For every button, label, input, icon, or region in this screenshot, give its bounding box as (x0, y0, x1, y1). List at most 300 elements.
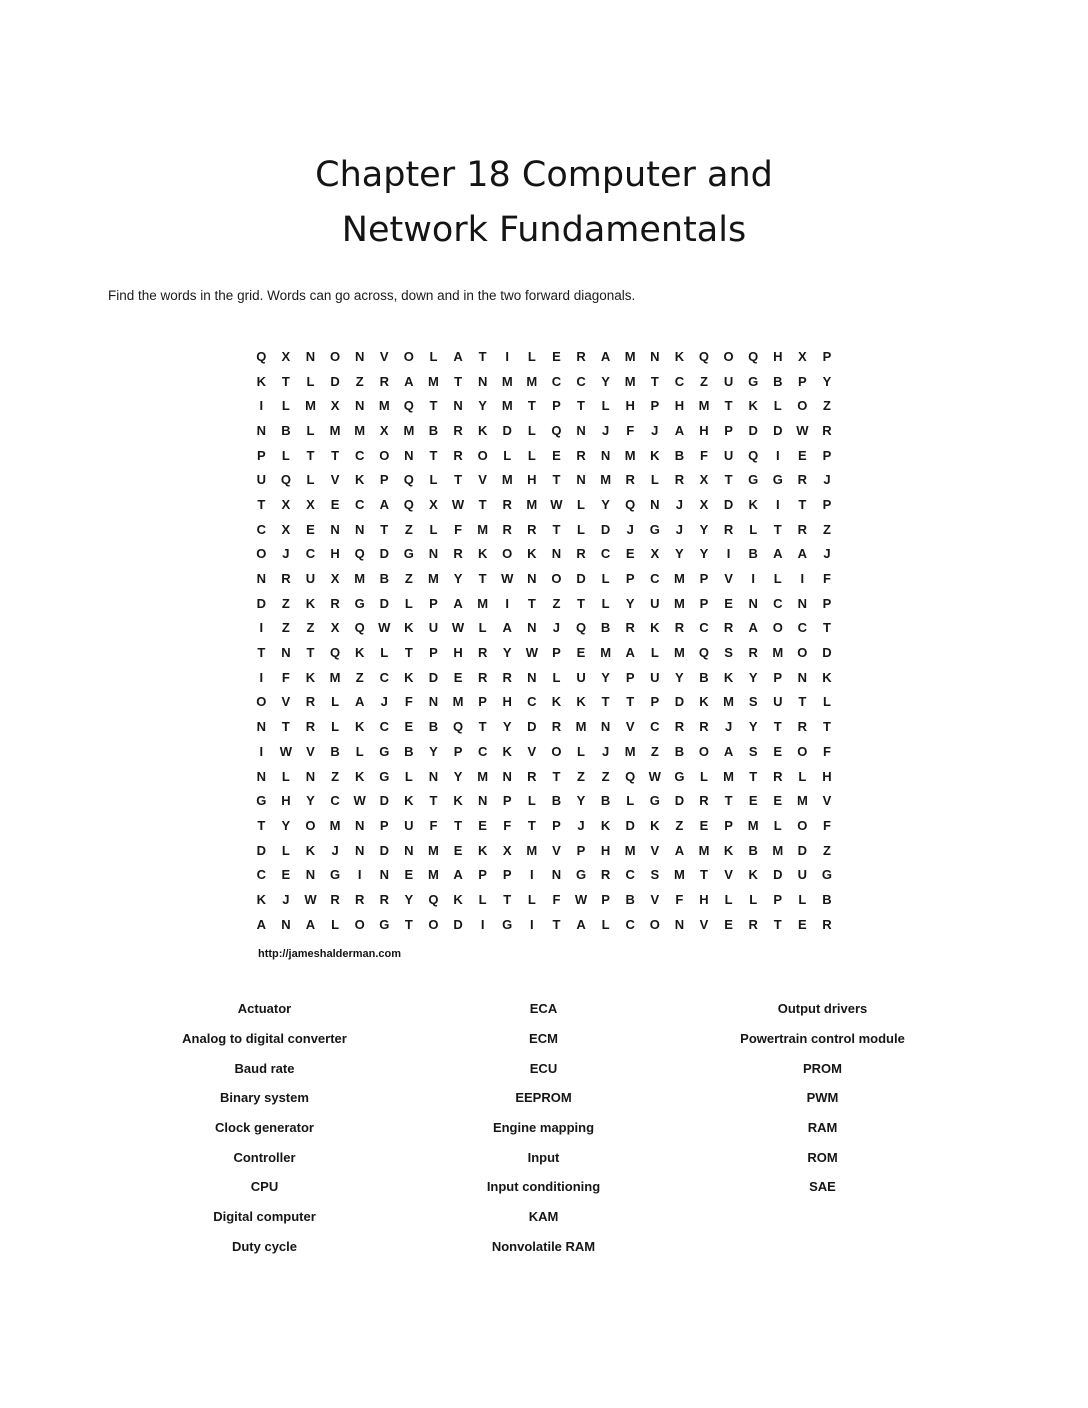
grid-letter: V (281, 694, 291, 710)
grid-letter: I (259, 669, 264, 685)
grid-letter: T (478, 348, 487, 364)
grid-letter: J (331, 842, 339, 858)
grid-letter: X (306, 496, 315, 512)
word-list-item: Powertrain control module (740, 1031, 905, 1047)
grid-letter: M (378, 398, 390, 414)
grid-letter: Y (601, 669, 610, 685)
grid-letter: N (797, 595, 808, 611)
grid-letter: R (600, 867, 611, 883)
grid-letter: M (698, 842, 710, 858)
grid-letter: K (305, 595, 316, 611)
grid-letter: T (454, 817, 463, 833)
grid-letter: J (675, 496, 683, 512)
grid-letter: N (650, 348, 660, 364)
grid-letter: R (527, 521, 537, 537)
grid-letter: H (453, 645, 463, 661)
grid-letter: B (773, 373, 783, 389)
grid-letter: N (404, 447, 414, 463)
grid-letter: K (723, 842, 734, 858)
grid-letter: R (625, 620, 635, 636)
grid-letter: P (650, 694, 660, 710)
grid-letter: R (330, 595, 340, 611)
grid-letter: Z (404, 571, 413, 587)
grid-letter: P (773, 669, 783, 685)
grid-letter: Q (256, 348, 267, 364)
grid-letter: Y (601, 373, 610, 389)
source-url: http://jameshalderman.com (258, 948, 402, 960)
grid-letter: P (478, 694, 487, 710)
grid-letter: Y (429, 743, 438, 759)
word-list-item: Input conditioning (486, 1179, 601, 1195)
grid-letter: K (453, 891, 463, 907)
grid-letter: R (748, 916, 758, 932)
grid-letter: L (429, 521, 438, 537)
grid-letter: G (575, 867, 587, 883)
grid-letter: V (527, 743, 537, 759)
grid-letter: Y (675, 546, 684, 562)
word-list-item: EEPROM (515, 1090, 572, 1106)
grid-letter: P (552, 817, 561, 833)
grid-letter: O (502, 546, 513, 562)
grid-letter: C (305, 546, 316, 562)
grid-letter: J (577, 817, 585, 833)
instructions-text: Find the words in the grid. Words can go across, down and in the two forward diagonals. (108, 288, 636, 303)
grid-letter: T (527, 817, 536, 833)
grid-letter: P (822, 496, 832, 512)
grid-letter: Y (281, 817, 291, 833)
grid-letter: M (329, 817, 341, 833)
word-list-item: Binary system (220, 1090, 309, 1106)
grid-letter: E (798, 447, 807, 463)
grid-letter: K (256, 373, 266, 389)
grid-letter: T (281, 373, 290, 389)
grid-letter: R (527, 768, 537, 784)
grid-letter: N (576, 472, 586, 488)
grid-letter: A (723, 743, 734, 759)
grid-letter: Y (306, 793, 315, 809)
grid-letter: L (650, 645, 659, 661)
grid-letter: L (724, 891, 733, 907)
grid-letter: Y (453, 768, 463, 784)
grid-letter: A (748, 620, 758, 636)
grid-letter: M (673, 571, 685, 587)
word-list-column (683, 994, 962, 1261)
grid-letter: V (552, 842, 561, 858)
grid-letter: M (501, 373, 513, 389)
grid-letter: P (552, 645, 561, 661)
grid-letter: S (724, 645, 733, 661)
grid-letter: P (724, 817, 733, 833)
grid-letter: L (527, 447, 536, 463)
grid-letter: O (330, 348, 341, 364)
grid-letter: N (428, 768, 439, 784)
grid-letter: N (305, 348, 316, 364)
grid-letter: Q (354, 620, 365, 636)
word-list-item: Clock generator (215, 1120, 314, 1136)
grid-letter: M (600, 472, 612, 488)
grid-letter: R (797, 521, 808, 537)
grid-letter: B (699, 669, 709, 685)
grid-letter: J (823, 472, 831, 488)
grid-letter: E (773, 743, 783, 759)
grid-letter: M (673, 867, 685, 883)
grid-letter: N (354, 521, 365, 537)
grid-letter: Q (575, 620, 587, 636)
grid-letter: D (674, 694, 685, 710)
grid-letter: H (773, 348, 783, 364)
grid-letter: J (823, 546, 831, 562)
grid-letter: M (624, 348, 636, 364)
grid-letter: O (256, 694, 267, 710)
grid-letter: A (576, 916, 586, 932)
word-list-item: ECA (529, 1001, 558, 1017)
grid-letter: Q (698, 645, 710, 661)
grid-letter: M (624, 842, 636, 858)
grid-letter: Y (748, 719, 758, 735)
grid-letter: D (379, 595, 389, 611)
grid-letter: P (773, 891, 783, 907)
grid-letter: B (551, 793, 562, 809)
word-list-item: RAM (807, 1120, 838, 1136)
grid-letter: C (625, 916, 635, 932)
grid-letter: Q (625, 496, 636, 512)
grid-letter: P (502, 793, 512, 809)
grid-letter: L (773, 571, 782, 587)
grid-letter: M (747, 817, 759, 833)
grid-letter: C (330, 793, 340, 809)
grid-letter: O (305, 817, 316, 833)
grid-letter: N (600, 447, 611, 463)
grid-letter: T (822, 719, 831, 735)
grid-letter: G (379, 743, 390, 759)
grid-letter: P (478, 867, 487, 883)
grid-letter: B (428, 719, 439, 735)
grid-letter: M (477, 595, 489, 611)
grid-letter: Z (331, 768, 340, 784)
grid-letter: X (429, 496, 438, 512)
grid-letter: R (674, 719, 685, 735)
grid-letter: N (527, 571, 537, 587)
grid-row (249, 467, 839, 492)
grid-letter: C (379, 669, 389, 685)
grid-letter: A (773, 546, 783, 562)
grid-letter: G (502, 916, 513, 932)
grid-letter: P (724, 422, 733, 438)
grid-letter: B (600, 793, 611, 809)
grid-letter: L (331, 694, 340, 710)
grid-letter: E (773, 793, 783, 809)
grid-letter: I (751, 571, 755, 587)
grid-letter: L (577, 521, 585, 537)
grid-letter: I (800, 571, 805, 587)
grid-letter: L (306, 472, 315, 488)
grid-letter: F (281, 669, 290, 685)
grid-letter: L (601, 398, 610, 414)
grid-letter: N (576, 422, 586, 438)
grid-letter: X (699, 496, 709, 512)
grid-letter: B (674, 743, 685, 759)
grid-letter: R (379, 891, 389, 907)
grid-letter: B (674, 447, 685, 463)
word-list-column (125, 994, 404, 1261)
grid-letter: T (552, 768, 561, 784)
grid-letter: L (552, 669, 561, 685)
grid-letter: Q (280, 472, 291, 488)
grid-letter: I (480, 916, 485, 932)
grid-letter: X (281, 521, 291, 537)
grid-letter: L (429, 348, 438, 364)
grid-letter: Z (552, 595, 561, 611)
grid-letter: P (453, 743, 463, 759)
grid-letter: L (527, 348, 536, 364)
grid-letter: H (281, 793, 291, 809)
grid-letter: U (773, 694, 783, 710)
grid-letter: D (625, 817, 635, 833)
grid-letter: M (477, 768, 489, 784)
grid-letter: T (380, 521, 389, 537)
grid-letter: L (404, 595, 413, 611)
grid-letter: N (305, 768, 316, 784)
grid-letter: L (331, 916, 340, 932)
grid-letter: Q (330, 645, 341, 661)
grid-letter: V (650, 842, 660, 858)
grid-letter: Y (699, 521, 709, 537)
grid-row (249, 739, 839, 764)
grid-letter: Z (281, 620, 290, 636)
grid-letter: J (626, 521, 634, 537)
grid-letter: U (650, 595, 660, 611)
grid-letter: J (380, 694, 388, 710)
word-list-column (404, 994, 683, 1261)
grid-letter: M (354, 571, 366, 587)
grid-row (249, 566, 839, 591)
grid-letter: K (723, 669, 734, 685)
grid-letter: K (354, 645, 365, 661)
grid-letter: P (256, 447, 266, 463)
grid-letter: T (404, 916, 413, 932)
grid-letter: N (281, 916, 291, 932)
grid-letter: N (256, 422, 266, 438)
grid-letter: T (429, 793, 438, 809)
grid-letter: K (354, 472, 365, 488)
grid-letter: M (624, 743, 636, 759)
word-search-grid (249, 344, 839, 937)
grid-letter: I (259, 743, 264, 759)
grid-letter: B (822, 891, 832, 907)
grid-letter: R (551, 719, 562, 735)
grid-letter: I (357, 867, 362, 883)
grid-letter: R (305, 719, 316, 735)
grid-letter: V (650, 891, 660, 907)
word-list-item: ECU (529, 1060, 558, 1076)
grid-letter: O (354, 916, 365, 932)
grid-letter: R (797, 719, 808, 735)
grid-letter: K (699, 694, 709, 710)
grid-letter: U (305, 571, 316, 587)
grid-letter: A (379, 496, 389, 512)
grid-letter: W (501, 571, 514, 587)
grid-letter: T (626, 694, 635, 710)
grid-letter: R (576, 447, 586, 463)
grid-letter: M (624, 447, 636, 463)
grid-letter: F (454, 521, 463, 537)
grid-letter: D (797, 842, 808, 858)
grid-row (249, 887, 839, 912)
grid-letter: J (724, 719, 733, 735)
grid-letter: M (403, 422, 415, 438)
grid-letter: W (378, 620, 391, 636)
grid-letter: L (601, 571, 610, 587)
grid-letter: P (601, 891, 610, 907)
grid-letter: T (798, 694, 807, 710)
grid-letter: Q (403, 398, 414, 414)
grid-letter: A (674, 842, 685, 858)
grid-letter: N (354, 842, 365, 858)
grid-letter: I (505, 348, 510, 364)
grid-letter: K (502, 743, 512, 759)
grid-letter: R (502, 669, 512, 685)
grid-letter: N (379, 867, 389, 883)
grid-letter: V (330, 472, 340, 488)
grid-letter: Z (822, 521, 831, 537)
grid-letter: R (453, 447, 463, 463)
grid-letter: Z (822, 842, 831, 858)
grid-letter: T (478, 496, 487, 512)
grid-letter: A (674, 422, 685, 438)
grid-letter: C (551, 373, 562, 389)
grid-letter: D (379, 793, 389, 809)
grid-letter: Z (355, 669, 364, 685)
grid-letter: N (428, 694, 439, 710)
grid-letter: R (453, 546, 463, 562)
grid-letter: R (797, 472, 808, 488)
word-list-item: CPU (250, 1179, 279, 1195)
grid-letter: T (257, 817, 266, 833)
grid-letter: T (650, 373, 659, 389)
grid-letter: Y (699, 546, 709, 562)
grid-letter: M (772, 645, 784, 661)
grid-letter: K (551, 694, 562, 710)
grid-letter: Q (403, 496, 414, 512)
grid-letter: T (552, 521, 561, 537)
grid-letter: C (354, 447, 365, 463)
grid-letter: L (577, 743, 585, 759)
grid-letter: G (379, 768, 390, 784)
grid-letter: N (477, 373, 488, 389)
grid-letter: A (453, 348, 463, 364)
grid-letter: K (256, 891, 266, 907)
grid-letter: B (281, 422, 291, 438)
grid-letter: J (601, 743, 610, 759)
grid-letter: C (699, 620, 709, 636)
grid-letter: H (699, 422, 709, 438)
grid-row (249, 838, 839, 863)
grid-letter: F (675, 891, 684, 907)
page-title (0, 148, 1088, 258)
grid-letter: R (477, 669, 488, 685)
grid-letter: M (526, 496, 538, 512)
grid-letter: C (256, 867, 266, 883)
grid-letter: N (797, 669, 808, 685)
grid-row (249, 862, 839, 887)
grid-letter: B (625, 891, 635, 907)
grid-letter: R (379, 373, 389, 389)
grid-letter: G (772, 472, 783, 488)
grid-letter: U (256, 472, 266, 488)
grid-letter: E (552, 348, 561, 364)
grid-letter: M (428, 571, 439, 587)
page-title-line2: Network Fundamentals (341, 210, 747, 250)
grid-letter: L (429, 472, 438, 488)
grid-letter: K (674, 348, 685, 364)
grid-letter: X (281, 496, 291, 512)
grid-letter: Z (700, 373, 708, 389)
grid-letter: R (281, 571, 291, 587)
grid-letter: K (354, 768, 365, 784)
grid-row (249, 492, 839, 517)
grid-letter: N (453, 398, 463, 414)
grid-letter: K (576, 694, 586, 710)
grid-letter: O (649, 916, 660, 932)
grid-letter: M (723, 768, 734, 784)
grid-letter: R (674, 620, 685, 636)
grid-letter: R (502, 496, 512, 512)
grid-letter: R (576, 348, 586, 364)
grid-letter: N (600, 719, 611, 735)
grid-letter: N (354, 348, 365, 364)
grid-letter: L (601, 916, 610, 932)
grid-letter: D (748, 422, 758, 438)
grid-letter: K (748, 398, 758, 414)
grid-row (249, 665, 839, 690)
grid-letter: W (550, 496, 563, 512)
grid-letter: T (478, 571, 487, 587)
grid-letter: T (404, 645, 413, 661)
word-list-item: Duty cycle (231, 1238, 298, 1254)
grid-letter: Y (601, 496, 610, 512)
grid-letter: L (380, 645, 389, 661)
word-list-item: SAE (809, 1179, 836, 1195)
grid-letter: L (577, 496, 585, 512)
grid-letter: L (773, 817, 782, 833)
grid-letter: U (797, 867, 808, 883)
grid-letter: R (453, 422, 463, 438)
grid-letter: Y (576, 793, 586, 809)
grid-row (249, 393, 839, 418)
grid-row (249, 443, 839, 468)
grid-letter: K (527, 546, 537, 562)
grid-letter: O (698, 743, 710, 759)
grid-letter: Z (404, 521, 413, 537)
grid-letter: C (650, 571, 660, 587)
grid-row (249, 542, 839, 567)
grid-letter: L (306, 422, 315, 438)
grid-letter: C (354, 496, 365, 512)
grid-letter: G (403, 546, 414, 562)
grid-letter: G (354, 595, 365, 611)
grid-letter: B (600, 620, 611, 636)
grid-letter: R (576, 546, 586, 562)
grid-letter: D (379, 842, 389, 858)
grid-letter: K (404, 620, 414, 636)
grid-row (249, 616, 839, 641)
grid-letter: C (600, 546, 611, 562)
grid-letter: D (502, 422, 512, 438)
grid-letter: T (822, 620, 831, 636)
grid-letter: T (798, 496, 807, 512)
grid-letter: Q (698, 348, 710, 364)
grid-letter: D (822, 645, 832, 661)
